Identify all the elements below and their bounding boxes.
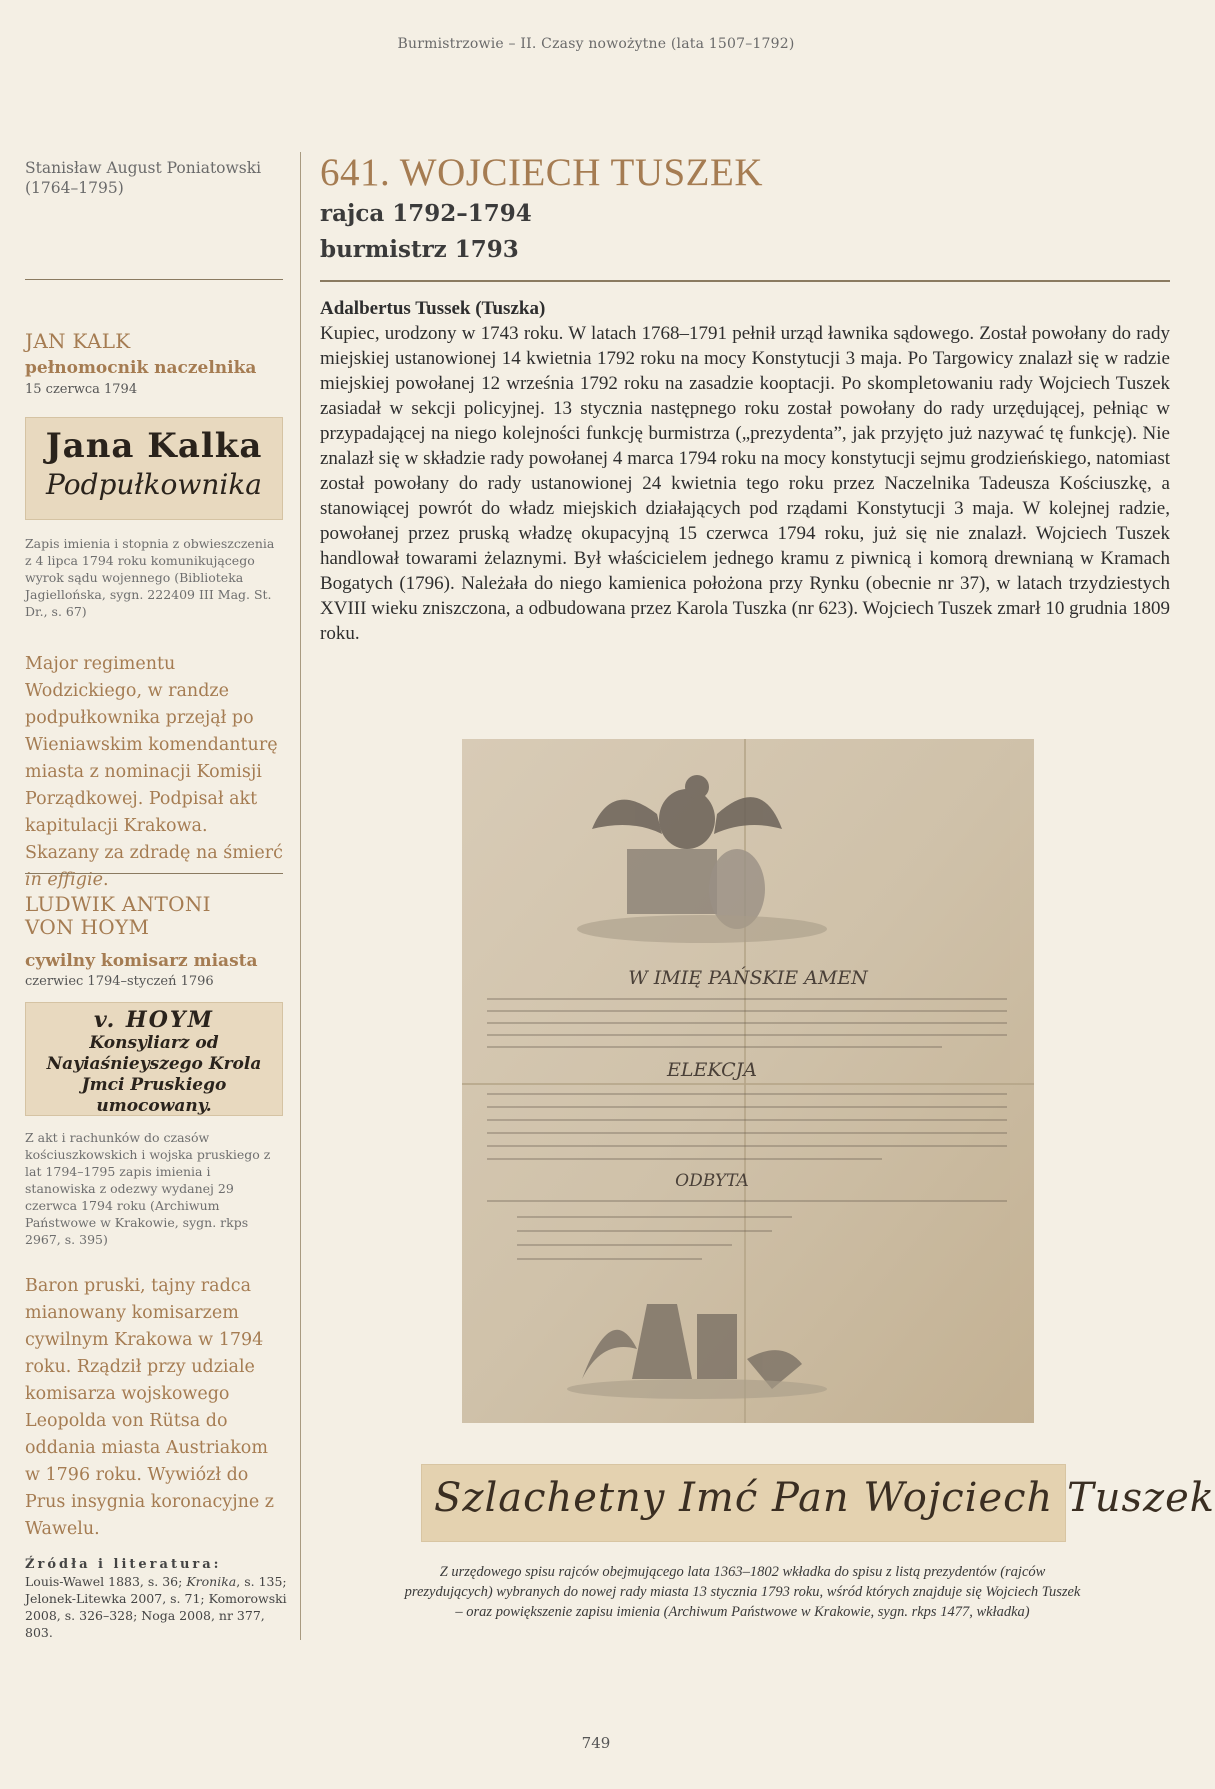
- name-enlargement-image: [421, 1464, 1215, 1542]
- running-head: Burmistrzowie – II. Czasy nowożytne (lata 1507–1792): [397, 36, 795, 52]
- bio-end: .: [102, 870, 109, 890]
- person-role: pełnomocnik naczelnika: [25, 358, 257, 378]
- person-bio: [25, 651, 283, 894]
- column-divider: [300, 152, 301, 1640]
- entry-body: [320, 296, 1170, 646]
- scrap-line: Konsyliarz od Nayiaśnieyszego Krola Jmci Pruskiego umocowany.: [46, 1033, 262, 1116]
- name-line: VON HOYM: [25, 915, 150, 939]
- entry-office-burmistrz: burmistrz 1793: [320, 236, 519, 263]
- scrap-line: Jana Kalka: [45, 426, 263, 466]
- handwritten-name: Szlachetny Imć Pan Wojciech Tuszek: [434, 1475, 1215, 1521]
- person-date: czerwiec 1794–styczeń 1796: [25, 974, 214, 989]
- title-rule: [320, 280, 1170, 282]
- page-number: 749: [581, 1734, 611, 1752]
- person-date: 15 czerwca 1794: [25, 382, 138, 397]
- sources: [25, 1556, 287, 1641]
- image-caption: Z akt i rachunków do czasów kościuszkowskich i wojska pruskiego z lat 1794–1795 zapis imienia i stanowiska z odezwy wydanej 29 czerwca 1794 roku (Archiwum Państwowe w Krakowie, sygn. rkps 2967, s. 395): [25, 1130, 271, 1247]
- doc-section-elekcja: ELEKCJA: [667, 1059, 757, 1081]
- election-document-image: [462, 739, 1034, 1423]
- doc-heading: W IMIĘ PAŃSKIE AMEN: [628, 967, 868, 989]
- divider: [25, 873, 283, 874]
- scrap-line: v. HOYM: [94, 1007, 214, 1033]
- biography-text: Kupiec, urodzony w 1743 roku. W latach 1768–1791 pełnił urząd ławnika sądowego. Został powołany do rady miejskiej ustanowionej 14 kwietnia 1792 roku na mocy Konstytucji 3 maja. Po Targowicy znalazł się w radzie miejskiej powołanej 12 września 1792 roku na zasadzie kooptacji. Po skompletowaniu rady Wojciech Tuszek zasiadał w sekcji policyjnej. 13 stycznia następnego roku został powołany do rady urzędującej, pełniąc w przypadającej na niego kolejności funkcję burmistrza („prezydenta”, jak przyjęto już nazywać tę funkcję). Nie znalazł się w składzie rady powołanej 4 marca 1794 roku na mocy konstytucji sejmu grodzieńskiego, natomiast został powołany do rady ustanowionej 24 kwietnia tego roku przez Naczelnika Tadeusza Kościuszkę, a stanowiącej powrót do władz miejskich działających pod rządami Konstytucji 3 maja. W kolejnej radzie, powołanej przez pruską władzę okupacyjną 15 czerwca 1794 roku, już się nie znalazł. Wojciech Tuszek handlował towarami żelaznymi. Był właścicielem jednego kramu z piwnicą i komorą drewnianą w Kramach Bogatych (1796). Należała do niego kamienica położona przy Rynku (obecnie nr 37), w latach trzydziestych XVIII wieku zniszczona, a odbudowana przez Karola Tuszka (nr 623). Wojciech Tuszek zmarł 10 grudnia 1809 roku.: [320, 323, 1170, 644]
- sidebar: [25, 0, 287, 1700]
- person-name: [25, 893, 211, 939]
- name-scrap-image: [25, 417, 283, 520]
- divider: [25, 279, 283, 280]
- source-text: , s. 135; Jelonek-Litewka 2007, s. 71; Komorowski 2008, s. 326–328; Noga 2008, nr 377, 803.: [25, 1574, 287, 1640]
- scrap-line: Podpułkownika: [46, 468, 262, 501]
- image-caption: Zapis imienia i stopnia z obwieszczenia z 4 lipca 1794 roku komunikującego wyrok sądu wojennego (Biblioteka Jagiellońska, sygn. 222409 III Mag. St. Dr., s. 67): [25, 536, 275, 619]
- person-bio: Baron pruski, tajny radca mianowany komisarzem cywilnym Krakowa w 1794 roku. Rządził przy udziale komisarza wojskowego Leopolda von Rütsa do oddania miasta Austriakom w 1796 roku. Wywiózł do Prus insygnia koronacyjne z Wawelu.: [25, 1276, 275, 1539]
- source-text: Louis-Wawel 1883, s. 36;: [25, 1574, 183, 1589]
- source-italic: Kronika: [186, 1574, 237, 1589]
- entry-office-rajca: rajca 1792–1794: [320, 200, 532, 227]
- bio-italic: in effigie: [25, 870, 103, 890]
- figure-caption: Z urzędowego spisu rajców obejmującego lata 1363–1802 wkładka do spisu z listą prezydentów (rajców prezydujących) wybranych do nowej rady miasta 13 stycznia 1793 roku, wśród których znajduje się Wojciech Tuszek – oraz powiększenie zapisu imienia (Archiwum Państwowe w Krakowie, sygn. rkps 1477, wkładka): [404, 1564, 1081, 1620]
- era-label: Stanisław August Poniatowski (1764–1795): [25, 159, 262, 197]
- person-role: cywilny komisarz miasta: [25, 951, 258, 971]
- doc-section-odbyta: ODBYTA: [675, 1171, 749, 1191]
- person-name: JAN KALK: [25, 329, 131, 353]
- name-line: LUDWIK ANTONI: [25, 892, 211, 916]
- name-scrap-image: [25, 1002, 283, 1116]
- bio-text: Major regimentu Wodzickiego, w randze podpułkownika przejął po Wieniawskim komendanturę miasta z nominacji Komisji Porządkowej. Podpisał akt kapitulacji Krakowa. Skazany za zdradę na śmierć: [25, 654, 283, 863]
- entry-title: 641. WOJCIECH TUSZEK: [320, 151, 763, 194]
- sources-heading: Źródła i literatura:: [25, 1557, 222, 1572]
- latin-name: Adalbertus Tussek (Tuszka): [320, 298, 546, 319]
